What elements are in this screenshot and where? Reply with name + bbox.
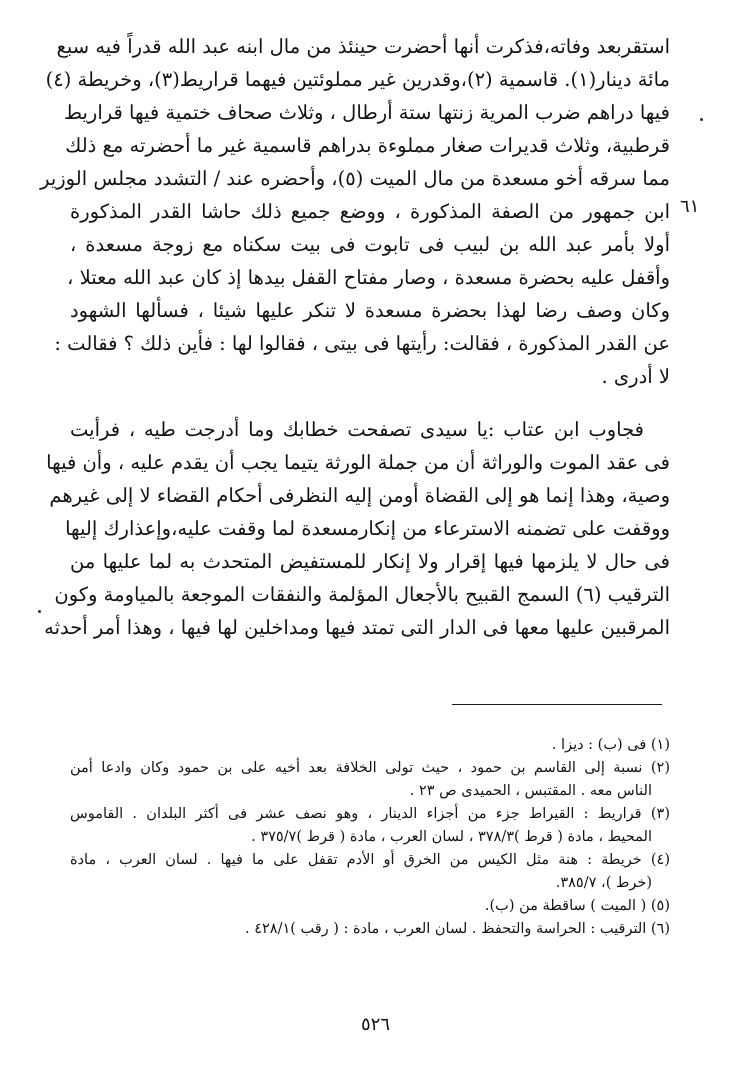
text-line: عن القدر المذكورة ، فقالت: رأيتها فى بيتى ، فقالوا لها : فأين ذلك ؟ فقالت : — [54, 332, 670, 355]
page-number: ٥٢٦ — [360, 1014, 390, 1035]
text-line: فيها دراهم ضرب المرية زنتها ستة أرطال ، وثلاث صحاف ختمية فيها قراريط — [63, 101, 670, 124]
text-line: فى عقد الموت والوراثة أن من جملة الورثة يتيما يجب أن يقدم عليه ، وأن فيها — [46, 451, 670, 474]
footnote-3: (٣) قراريط : القيراط جزء من أجزاء الدينار ، وهو نصف عشر فى أكثر البلدان . القاموس — [70, 806, 670, 822]
text-line: وأقفل عليه بحضرة مسعدة ، وصار مفتاح القفل بيدها إذ كان عبد الله معتلا ، — [67, 266, 670, 289]
scan-speck — [38, 610, 41, 613]
text-line: استقربعد وفاته،فذكرت أنها أحضرت حينئذ من مال ابنه عبد الله قدراً فيه سبع — [56, 35, 670, 58]
text-line: مما سرقه أخو مسعدة من مال الميت (٥)، وأحضره عند / التشدد مجلس الوزير — [40, 167, 670, 190]
footnote-2: (٢) نسبة إلى القاسم بن حمود ، حيث تولى الخلافة بعد أخيه على بن حمود وكان وادعا أمن — [70, 760, 670, 776]
main-text — [40, 30, 670, 644]
footnote-5: (٥) ( الميت ) ساقطة من (ب). — [484, 898, 670, 914]
text-line: قرطبية، وثلاث قديرات صغار مملوءة بدراهم قاسمية غير ما أحضرته مع ذلك — [65, 134, 670, 157]
text-line: وصية، وهذا إنما هو إلى القضاة أومن إليه النظرفى أحكام القضاء لا إلى غيرهم — [49, 484, 670, 507]
paragraph-2 — [44, 413, 670, 644]
text-line: المرقبين عليها معها فى الدار التى تمتد فيها ومداخلين لها فيها ، وهذا أمر أحدثه — [44, 616, 670, 639]
text-line: لا أدرى . — [601, 365, 670, 388]
text-line: مائة دينار(١). قاسمية (٢)،وقدرين غير مملوئتين فيهما قراريط(٣)، وخريطة (٤) — [45, 68, 670, 91]
text-line: ووقفت على تضمنه الاسترعاء من إنكارمسعدة لما وقفت عليه،وإعذارك إليها — [65, 517, 670, 540]
footnotes — [70, 734, 670, 941]
footnote-4: (٤) خريطة : هنة مثل الكيس من الخرق أو الأدم تقفل على ما فيها . لسان العرب ، مادة — [70, 852, 670, 868]
text-line: الترقيب (٦) السمج القبيح بالأجعال المؤلمة والنفقات الموجعة بالمياومة وكون — [54, 583, 670, 606]
footnote-4-continuation: (خرط )، ٣٨٥/٧. — [555, 875, 652, 891]
footnote-divider — [452, 704, 662, 705]
text-line: وكان وصف رضا لهذا بحضرة مسعدة لا تنكر عليها شيئا ، فسألها الشهود — [70, 299, 670, 322]
paragraph-1 — [40, 30, 670, 393]
text-line: أولا بأمر عبد الله بن لبيب فى تابوت فى بيت سكناه مع زوجة مسعدة ، — [70, 233, 670, 256]
margin-page-reference: ٦١ — [680, 196, 700, 217]
footnote-1: (١) فى (ب) : ديزا . — [551, 737, 670, 753]
text-line: فى حال لا يلزمها فيها إقرار ولا إنكار للمستفيض المتحدث به لما عليها من — [70, 550, 670, 573]
footnote-6: (٦) الترقيب : الحراسة والتحفظ . لسان العرب ، مادة : ( رقب )٤٢٨/١ . — [244, 921, 670, 937]
footnote-3-continuation: المحيط ، مادة ( قرط )٣٧٨/٣ ، لسان العرب ، مادة ( قرط )٣٧٥/٧ . — [251, 829, 652, 845]
text-line: ابن جمهور من الصفة المذكورة ، ووضع جميع ذلك حاشا القدر المذكورة — [70, 200, 670, 223]
text-line: فجاوب ابن عتاب :يا سيدى تصفحت خطابك وما أدرجت طيه ، فرأيت — [70, 418, 644, 441]
scan-speck — [700, 118, 703, 121]
footnote-2-continuation: الناس معه . المقتبس ، الحميدى ص ٢٣ . — [409, 783, 652, 799]
